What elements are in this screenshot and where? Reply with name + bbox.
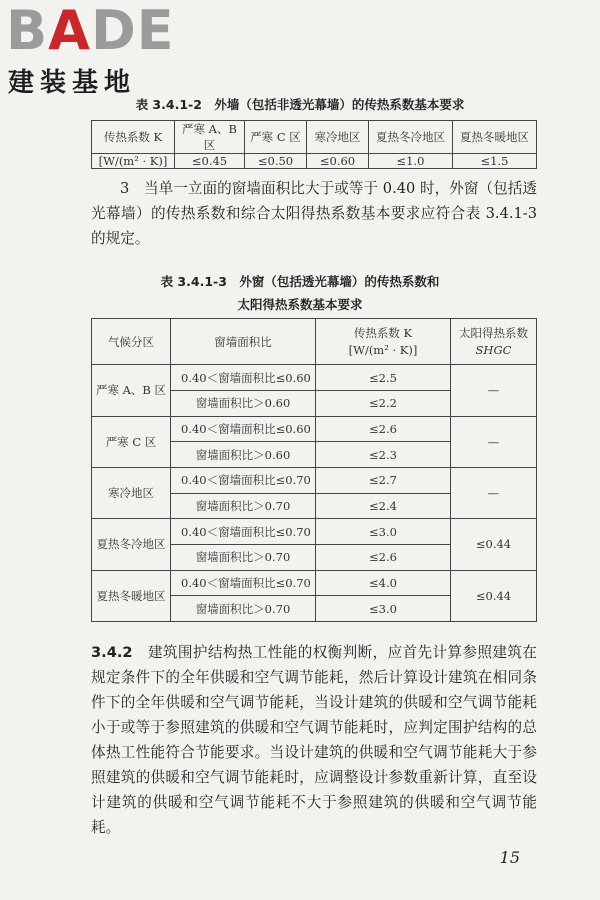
zone-cell: 严寒 C 区 xyxy=(92,416,171,467)
section-number: 3.4.2 xyxy=(91,644,133,661)
shgc-cell: — xyxy=(451,416,537,467)
shgc-cell: — xyxy=(451,365,537,416)
table-cell: ≤1.5 xyxy=(453,154,537,169)
table-row xyxy=(92,570,537,596)
zone-cell: 夏热冬暖地区 xyxy=(92,570,171,621)
table-header-cell xyxy=(451,319,537,365)
k-cell: ≤2.7 xyxy=(316,467,451,493)
shgc-header-abbr: SHGC xyxy=(475,342,512,357)
table-row xyxy=(92,416,537,442)
table-header-cell: 寒冷地区 xyxy=(307,121,369,154)
logo-wordmark: BADE xyxy=(6,0,175,62)
table-header-row xyxy=(92,319,537,365)
ratio-cell: 窗墙面积比＞0.70 xyxy=(171,544,316,570)
table-row xyxy=(92,519,537,545)
table-header-cell xyxy=(316,319,451,365)
ratio-cell: 窗墙面积比＞0.70 xyxy=(171,596,316,622)
table-cell: ≤0.60 xyxy=(307,154,369,169)
zone-cell: 严寒 A、B 区 xyxy=(92,365,171,416)
table2-caption-line1: 表 3.4.1-3 外窗（包括透光幕墙）的传热系数和 xyxy=(160,274,440,289)
ratio-cell: 0.40＜窗墙面积比≤0.70 xyxy=(171,570,316,596)
table-row xyxy=(92,365,537,391)
table-header-cell: 气候分区 xyxy=(92,319,171,365)
table-row xyxy=(92,467,537,493)
k-cell: ≤2.5 xyxy=(316,365,451,391)
table-cell: ≤0.50 xyxy=(245,154,307,169)
k-header-label: 传热系数 K xyxy=(353,325,413,340)
brand-logo xyxy=(6,0,186,99)
table-cell: [W/(m² · K)] xyxy=(92,154,175,169)
k-cell: ≤3.0 xyxy=(316,596,451,622)
shgc-cell: ≤0.44 xyxy=(451,519,537,570)
table-header-cell: 严寒 C 区 xyxy=(245,121,307,154)
k-cell: ≤3.0 xyxy=(316,519,451,545)
ratio-cell: 窗墙面积比＞0.70 xyxy=(171,493,316,519)
zone-cell: 夏热冬冷地区 xyxy=(92,519,171,570)
logo-tagline: 建装基地 xyxy=(8,68,137,98)
shgc-header-label: 太阳得热系数 xyxy=(459,325,528,340)
k-cell: ≤2.3 xyxy=(316,442,451,468)
table2-caption-line2: 太阳得热系数基本要求 xyxy=(237,297,363,312)
shgc-cell: — xyxy=(451,467,537,518)
table-header-cell: 传热系数 K xyxy=(92,121,175,154)
ratio-cell: 0.40＜窗墙面积比≤0.60 xyxy=(171,365,316,391)
table-header-cell: 夏热冬暖地区 xyxy=(453,121,537,154)
k-cell: ≤4.0 xyxy=(316,570,451,596)
ratio-cell: 0.40＜窗墙面积比≤0.70 xyxy=(171,519,316,545)
zone-cell: 寒冷地区 xyxy=(92,467,171,518)
k-cell: ≤2.6 xyxy=(316,544,451,570)
ratio-cell: 窗墙面积比＞0.60 xyxy=(171,442,316,468)
table-header-cell: 严寒 A、B 区 xyxy=(175,121,245,154)
ratio-cell: 0.40＜窗墙面积比≤0.70 xyxy=(171,467,316,493)
table-row xyxy=(92,154,537,169)
table-cell: ≤0.45 xyxy=(175,154,245,169)
wall-k-table xyxy=(91,120,537,169)
shgc-cell: ≤0.44 xyxy=(451,570,537,621)
k-cell: ≤2.6 xyxy=(316,416,451,442)
k-header-unit: [W/(m² · K)] xyxy=(348,342,418,357)
k-cell: ≤2.4 xyxy=(316,493,451,519)
table-row xyxy=(92,121,537,154)
clause-3-paragraph: 3 当单一立面的窗墙面积比大于或等于 0.40 时，外窗（包括透光幕墙）的传热系数和综合太阳得热系数基本要求应符合表 3.4.1-3 的规定。 xyxy=(91,180,537,247)
k-cell: ≤2.2 xyxy=(316,390,451,416)
section-3-4-2 xyxy=(91,640,537,840)
ratio-cell: 0.40＜窗墙面积比≤0.60 xyxy=(171,416,316,442)
window-k-shgc-table xyxy=(91,318,537,622)
table1-caption: 表 3.4.1-2 外墙（包括非透光幕墙）的传热系数基本要求 xyxy=(135,97,465,112)
section-body: 建筑围护结构热工性能的权衡判断，应首先计算参照建筑在规定条件下的全年供暖和空气调节能耗，然后计算设计建筑在相同条件下的全年供暖和空气调节能耗，当设计建筑的供暖和空气调节能耗小于或等于参照建筑的供暖和空气调节能耗时，应判定围护结构的总体热工性能符合节能要求。当设计建筑的供暖和空气调节能耗大于参照建筑的供暖和空气调节能耗时，应调整设计参数重新计算，直至设计建筑的供暖和空气调节能耗不大于参照建筑的供暖和空气调节能耗。 xyxy=(91,644,537,836)
ratio-cell: 窗墙面积比＞0.60 xyxy=(171,390,316,416)
table-cell: ≤1.0 xyxy=(369,154,453,169)
table-header-cell: 夏热冬冷地区 xyxy=(369,121,453,154)
table-header-cell: 窗墙面积比 xyxy=(171,319,316,365)
page-number: 15 xyxy=(499,848,520,867)
